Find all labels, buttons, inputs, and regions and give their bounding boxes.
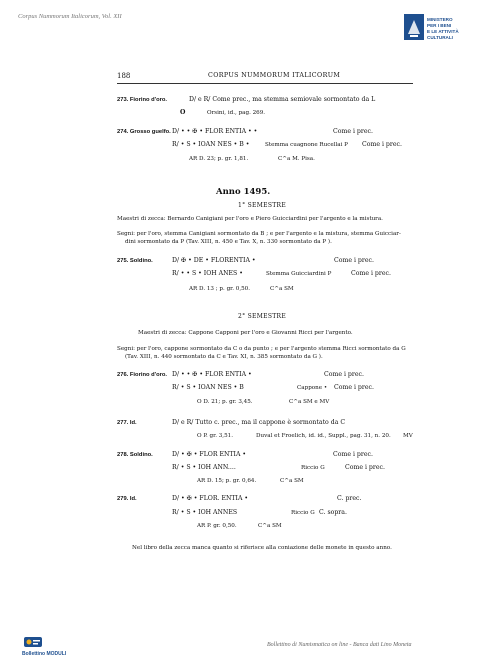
entry-279-reverse-note: Riccio G: [291, 510, 315, 516]
entry-276-specs: O D. 21; p. gr. 3,45.: [197, 399, 253, 405]
entry-273-ref: Orsini, id., pag. 269.: [207, 110, 266, 116]
mint-marks-1-line-1: Segni: per l'oro, stemma Canigiani sormontato da B ; e per l'argento e la mistura, stemma Guicciar-: [117, 231, 401, 237]
entry-276-collection: C^a SM e MV: [289, 399, 330, 405]
entry-278-label: 278. Soldino.: [117, 452, 153, 458]
entry-279-reverse: R/ • S • IOH ANNES: [172, 509, 238, 516]
mint-marks-2-line-2: (Tav. XIII, n. 440 sormontato da C e Tav. XI, n. 385 sormontato da G ).: [125, 354, 323, 360]
year-heading: Anno 1495.: [216, 187, 271, 197]
entry-273-label: 273. Fiorino d'oro.: [117, 97, 168, 103]
entry-276-reverse-note: Cappone •: [297, 385, 328, 391]
entry-279-specs: AR P. gr. 0,50.: [197, 523, 237, 529]
entry-274-obverse-tail: Come i prec.: [333, 128, 373, 135]
entry-279-reverse-tail: C. sopra.: [319, 509, 347, 516]
entry-277-specs: O P. gr. 3,51.: [197, 433, 233, 439]
entry-276-reverse: R/ • S • IOAN NES • B: [172, 384, 244, 391]
entry-274-specs: AR D. 23; p. gr. 1,81.: [189, 156, 249, 162]
entry-278-collection: C^a SM: [280, 478, 304, 484]
entry-278-obverse-tail: Come i prec.: [333, 451, 373, 458]
closing-note: Nel libro della zecca manca quanto si riferisce alla coniazione delle monete in questo anno.: [132, 545, 392, 551]
running-head: CORPUS NUMMORUM ITALICORUM: [208, 72, 341, 79]
entry-274-label: 274. Grosso guelfo.: [117, 129, 171, 135]
entry-274-reverse: R/ • S • IOAN NES • B •: [172, 141, 250, 148]
entry-279-label: 279. Id.: [117, 496, 137, 502]
svg-text:CULTURALI: CULTURALI: [427, 35, 453, 40]
entry-274-collection: C^a M. Pisa.: [278, 156, 315, 162]
mint-masters-1: Maestri di zecca: Bernardo Canigiani per l'oro e Piero Guicciardini per l'argento e la mistura.: [117, 216, 383, 222]
entry-278-reverse-note: Riccio G: [301, 465, 325, 471]
entry-277-reference: Duval et Froelich, id. id., Suppl., pag. 31, n. 20.: [256, 433, 391, 439]
header-rule: [117, 83, 413, 84]
mint-marks-1-line-2: dini sormontato da P (Tav. XIII, n. 450 e Tav. X, n. 330 sormontato da P ).: [125, 239, 332, 245]
entry-274-reverse-tail: Come i prec.: [362, 141, 402, 148]
entry-276-reverse-tail: Come i prec.: [334, 384, 374, 391]
entry-278-obverse: D/ • ✠ • FLOR ENTIA •: [172, 451, 247, 458]
entry-275-label: 275. Soldino.: [117, 258, 153, 264]
entry-279-collection: C^a SM: [258, 523, 282, 529]
entry-277-label: 277. Id.: [117, 420, 137, 426]
entry-279-obverse: D/ • ✠ • FLOR. ENTIA •: [172, 495, 249, 502]
entry-275-obverse-tail: Come i prec.: [334, 257, 374, 264]
entry-276-label: 276. Fiorino d'oro.: [117, 372, 168, 378]
semester-2-heading: 2° SEMESTRE: [238, 313, 287, 320]
entry-278-reverse-tail: Come i prec.: [345, 464, 385, 471]
entry-273-desc: D/ e R/ Come prec., ma stemma semiovale sormontato da L: [189, 96, 376, 103]
entry-275-reverse: R/ • • S • IOH ANES •: [172, 270, 243, 277]
entry-276-obverse-tail: Come i prec.: [324, 371, 364, 378]
entry-274-obverse: D/ • • ✠ • FLOR ENTIA • •: [172, 128, 258, 135]
semester-1-heading: 1° SEMESTRE: [238, 202, 287, 209]
footer-text: Bollettino di Numismatica on line - Banca dati Lino Moneta: [267, 642, 412, 648]
entry-277-desc: D/ e R/ Tutto c. prec., ma il cappone è sormontato da C: [172, 419, 346, 426]
svg-text:PER I BENI: PER I BENI: [427, 23, 452, 28]
entry-278-specs: AR D. 15; p. gr. 0,64.: [197, 478, 257, 484]
svg-text:MINISTERO: MINISTERO: [427, 17, 453, 22]
moduli-logo: [23, 636, 43, 652]
entry-278-reverse: R/ • S • IOH ANN....: [172, 464, 236, 471]
series-title: Corpus Nummorum Italicorum, Vol. XII: [18, 13, 122, 20]
entry-276-obverse: D/ • • ✠ • FLOR ENTIA •: [172, 371, 252, 378]
entry-279-obverse-tail: C. prec.: [337, 495, 362, 502]
entry-275-obverse: D/ ✠ • DE • FLORENTIA •: [172, 257, 256, 264]
mint-marks-2-line-1: Segni: per l'oro, cappone sormontato da C o da punto ; e per l'argento stemma Ricci sormontato da G: [117, 346, 406, 352]
page-number: 188: [117, 72, 131, 80]
entry-275-collection: C^a SM: [270, 286, 294, 292]
entry-275-reverse-note: Stemma Guicciardini P: [266, 271, 332, 277]
svg-text:E LE ATTIVITÀ: E LE ATTIVITÀ: [427, 29, 459, 34]
entry-275-specs: AR D. 13 ; p. gr. 0,50.: [189, 286, 250, 292]
entry-275-reverse-tail: Come i prec.: [351, 270, 391, 277]
entry-274-reverse-note: Stemma cuagnone Rucellai P: [265, 142, 348, 148]
mint-masters-2: Maestri di zecca: Cappone Capponi per l'oro e Giovanni Ricci per l'argento.: [138, 330, 353, 336]
entry-273-metal: O: [180, 109, 186, 116]
entry-277-collection: MV: [403, 433, 413, 439]
footer-brand: Bollettino MODULI: [22, 651, 67, 657]
ministry-logo: [404, 14, 466, 44]
